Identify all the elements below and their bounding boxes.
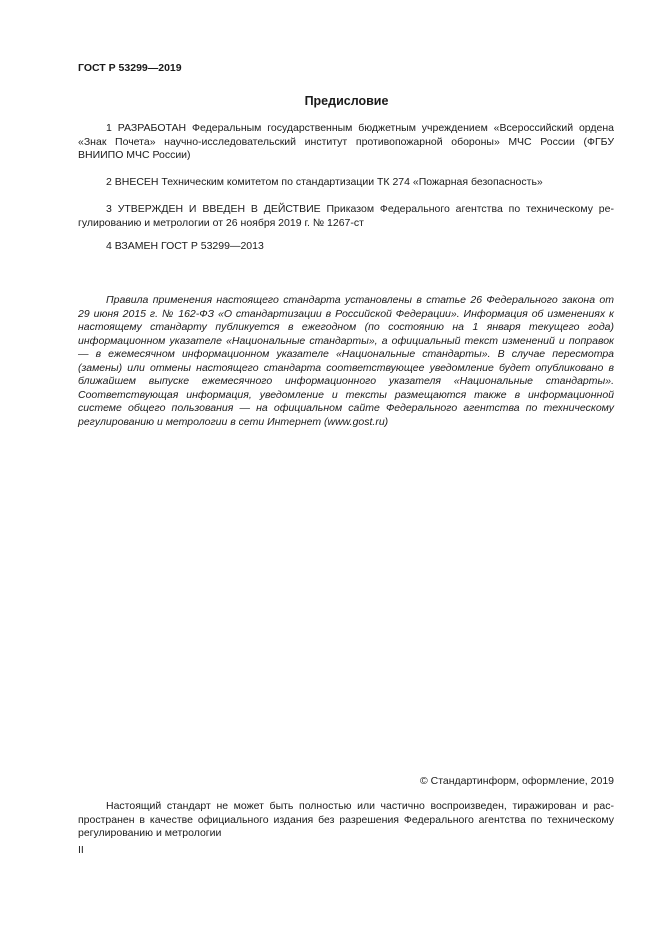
page-number: II (78, 844, 84, 856)
application-rules-notice: Правила применения настоящего стандарта установлены в статье 26 Федерального закона от 29 июня 2015 г. № 162-ФЗ «О стандартизации в Российской Федерации». Информация об изменениях к настоящему стандарту публикуется в ежегодном (по состоянию на 1 января текущего года) информационном указателе «Национальные стандарты», а официальный текст изменений и поправок — в ежемесячном информационном указателе «Национальные стандарты». В случае пересмотра (замены) или отмены настоящего стандарта соответствующее уведомление будет опубликовано в ближайшем выпуске ежемесячного информационного указателя «Национальные стандарты». Соответствующая информация, уведомление и тексты размещаются также в информационной системе общего пользования — на официальном сайте Федерального агентства по техническому регулированию и метрологии в сети Интернет (www.gost.ru) (78, 294, 614, 428)
preface-item-replaces: 4 ВЗАМЕН ГОСТ Р 53299—2013 (106, 240, 264, 252)
standard-code: ГОСТ Р 53299—2019 (78, 62, 182, 74)
preface-item-developed: 1 РАЗРАБОТАН Федеральным государственным бюджетным учреждением «Всероссийский ордена «Знак Почета» научно-исследовательский институт противопожарной обороны» МЧС России (ФГБУ ВНИИПО МЧС России) (78, 122, 614, 161)
preface-item-approved: 3 УТВЕРЖДЕН И ВВЕДЕН В ДЕЙСТВИЕ Приказом Федерального агентства по техническому регулированию и метрологии от 26 ноября 2019 г. № 1267-ст (78, 203, 614, 229)
preface-item-introduced: 2 ВНЕСЕН Техническим комитетом по стандартизации ТК 274 «Пожарная безопасность» (106, 176, 543, 188)
reproduction-restriction: Настоящий стандарт не может быть полностью или частично воспроизведен, тиражирован и распространен в качестве официального издания без разрешения Федерального агентства по техническому регулированию и метрологии (78, 800, 614, 839)
page-title: Предисловие (304, 94, 389, 108)
copyright-line: © Стандартинформ, оформление, 2019 (419, 775, 614, 787)
